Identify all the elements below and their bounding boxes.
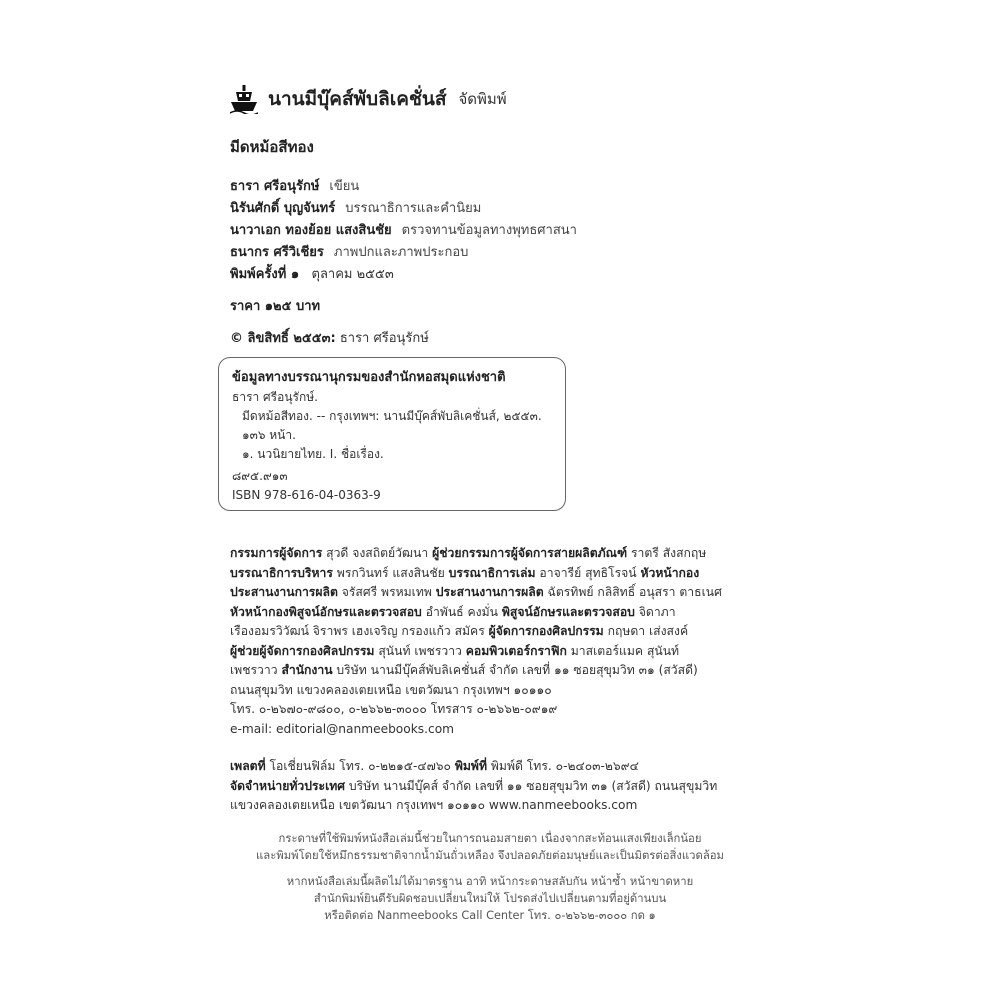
paper-note: [230, 830, 750, 864]
credit-role: ภาพปกและภาพประกอบ: [333, 245, 469, 260]
note-line: และพิมพ์โดยใช้หมึกธรรมชาติจากน้ำมันถั่วเหลือง จึงปลอดภัยต่อมนุษย์และเป็นมิตรต่อสิ่งแวดล้อม: [255, 849, 724, 862]
staff-row: [230, 720, 752, 740]
credit-role: บรรณาธิการและคำนิยม: [345, 201, 482, 216]
staff-row: [230, 564, 752, 584]
staff-text: มาสเตอร์แมค สุนันท์: [566, 643, 680, 658]
note-line: กระดาษที่ใช้พิมพ์หนังสือเล่มนี้ช่วยในการถนอมสายตา เนื่องจากสะท้อนแสงเพียงเล็กน้อย: [278, 832, 702, 845]
publisher-header: [230, 84, 507, 114]
copyright-label: © ลิขสิทธิ์ ๒๕๕๓:: [230, 331, 336, 346]
copyright-holder: ธารา ศรีอนุรักษ์: [339, 331, 429, 346]
printing-label: พิมพ์ที่: [454, 759, 487, 773]
ship-logo-icon: [230, 84, 258, 114]
cip-subject: ๑. นวนิยายไทย. I. ชื่อเรื่อง.: [242, 447, 384, 461]
credit-row: [230, 220, 577, 242]
staff-label: บรรณาธิการบริหาร: [230, 565, 333, 580]
staff-label: พิสูจน์อักษรและตรวจสอบ: [501, 604, 635, 619]
edition-line: [230, 263, 394, 284]
edition-label: พิมพ์ครั้งที่ ๑: [230, 267, 300, 282]
staff-phone: โทร. ๐-๒๖๗๐-๙๘๐๐, ๐-๒๖๖๒-๓๐๐๐ โทรสาร ๐-๒๖๖๒-๐๙๑๙: [230, 702, 558, 716]
staff-label: กรรมการผู้จัดการ: [230, 546, 323, 560]
staff-text: ถนนสุขุมวิท แขวงคลองเตยเหนือ เขตวัฒนา กรุงเทพฯ ๑๐๑๑๐: [230, 682, 552, 697]
credit-row: [230, 242, 577, 264]
staff-text: เพชรวาว: [230, 663, 282, 677]
credit-row: [230, 198, 577, 220]
price-line: [230, 295, 320, 316]
printing-label: เพลตที่: [230, 759, 266, 773]
cip-pages: ๑๓๖ หน้า.: [242, 428, 296, 442]
note-line: หรือติดต่อ Nanmeebooks Call Center โทร. ๐-๒๖๖๒-๓๐๐๐ กด ๑: [324, 909, 656, 922]
cip-class-number: ๘๙๕.๙๑๓: [232, 469, 288, 483]
publisher-verb: จัดพิมพ์: [458, 90, 507, 108]
credit-role: ตรวจทานข้อมูลทางพุทธศาสนา: [401, 223, 577, 238]
staff-label: สำนักงาน: [281, 663, 333, 677]
staff-text: บริษัท นานมีบุ๊คส์พับลิเคชั่นส์ จำกัด เลขที่ ๑๑ ซอยสุขุมวิท ๓๑ (สวัสดี): [332, 663, 698, 677]
staff-email: e-mail: editorial@nanmeebooks.com: [230, 721, 455, 736]
printing-label: จัดจำหน่ายทั่วประเทศ: [230, 778, 346, 793]
staff-text: สุนันท์ เพชรวาว: [374, 643, 466, 658]
staff-row: [230, 681, 752, 701]
staff-label: ผู้จัดการกองศิลปกรรม: [488, 624, 604, 638]
staff-label: หัวหน้ากอง: [640, 565, 700, 580]
staff-label: หัวหน้ากองพิสูจน์อักษรและตรวจสอบ: [230, 604, 422, 619]
printing-block: [230, 757, 752, 816]
staff-label: ผู้ช่วยกรรมการผู้จัดการสายผลิตภัณฑ์: [432, 546, 628, 560]
staff-text: อาจารีย์ สุทธิโรจน์: [535, 565, 641, 580]
staff-row: [230, 661, 752, 681]
credit-name: นิรันศักดิ์ บุญจันทร์: [230, 201, 336, 216]
staff-text: เรืองอมรวิวัฒน์ จิราพร เฮงเจริญ กรองแก้ว สมัคร: [230, 624, 489, 638]
staff-text: จรัสศรี พรหมเทพ: [337, 585, 436, 599]
printing-row: [230, 796, 752, 816]
staff-label: คอมพิวเตอร์กราฟิก: [465, 643, 567, 658]
staff-row: [230, 583, 752, 603]
credit-name: ธนากร ศรีวิเชียร: [230, 245, 324, 260]
credit-name: ธารา ศรีอนุรักษ์: [230, 179, 320, 194]
credits-list: [230, 176, 577, 264]
staff-text: สุวดี จงสถิตย์วัฒนา: [322, 546, 433, 560]
credit-name: นาวาเอก ทองย้อย แสงสินชัย: [230, 223, 392, 238]
staff-text: ราตรี สังสกฤษ: [627, 546, 707, 560]
cip-author: ธารา ศรีอนุรักษ์.: [232, 390, 318, 404]
staff-label: ประสานงานการผลิต: [435, 585, 544, 599]
printing-text: โอเชี่ยนฟิล์ม โทร. ๐-๒๒๑๕-๔๗๖๐: [265, 759, 455, 773]
staff-text: จิดาภา: [634, 604, 676, 619]
publisher-name: นานมีบุ๊คส์พับลิเคชั่นส์: [268, 88, 447, 110]
note-line: หากหนังสือเล่มนี้ผลิตไม่ได้มาตรฐาน อาทิ หน้ากระดาษสลับกัน หน้าซ้ำ หน้าขาดหาย: [286, 875, 694, 888]
staff-block: [230, 544, 752, 739]
edition-date: ตุลาคม ๒๕๕๓: [311, 267, 394, 282]
staff-row: [230, 700, 752, 720]
staff-text: อำพันธ์ คงมั่น: [421, 604, 502, 619]
printing-text: บริษัท นานมีบุ๊คส์ จำกัด เลขที่ ๑๑ ซอยสุขุมวิท ๓๑ (สวัสดี) ถนนสุขุมวิท: [345, 778, 718, 793]
staff-text: พรกวินทร์ แสงสินชัย: [332, 565, 449, 580]
cip-box: [218, 357, 566, 511]
staff-label: ผู้ช่วยผู้จัดการกองศิลปกรรม: [230, 643, 375, 658]
credit-role: เขียน: [329, 179, 360, 194]
credit-row: [230, 176, 577, 198]
staff-row: [230, 603, 752, 623]
cip-isbn: ISBN 978-616-04-0363-9: [232, 488, 381, 502]
staff-text: กฤษดา เส่งสงค์: [603, 624, 689, 638]
copyright-line: [230, 327, 429, 348]
staff-row: [230, 642, 752, 662]
price-label: ราคา ๑๒๕ บาท: [230, 299, 321, 314]
cip-heading: ข้อมูลทางบรรณานุกรมของสำนักหอสมุดแห่งชาติ: [232, 370, 506, 385]
staff-row: [230, 544, 752, 564]
printing-row: [230, 757, 752, 777]
defect-note: [230, 873, 750, 924]
staff-text: ฉัตรทิพย์ กลิสิทธิ์ อนุสรา ตาธเนศ: [543, 585, 722, 599]
cip-imprint: มีดหม้อสีทอง. -- กรุงเทพฯ: นานมีบุ๊คส์พับลิเคชั่นส์, ๒๕๕๓.: [242, 409, 542, 423]
staff-label: บรรณาธิการเล่ม: [448, 565, 536, 580]
printing-row: [230, 777, 752, 797]
book-title: มีดหม้อสีทอง: [230, 138, 314, 156]
printing-text: พิมพ์ดี โทร. ๐-๒๔๐๓-๒๖๙๔: [487, 759, 639, 773]
staff-row: [230, 622, 752, 642]
printing-text: แขวงคลองเตยเหนือ เขตวัฒนา กรุงเทพฯ ๑๐๑๑๐ www.nanmeebooks.com: [230, 798, 638, 812]
note-line: สำนักพิมพ์ยินดีรับผิดชอบเปลี่ยนใหม่ให้ โปรดส่งไปเปลี่ยนตามที่อยู่ด้านบน: [313, 892, 667, 905]
staff-label: ประสานงานการผลิต: [230, 585, 338, 599]
